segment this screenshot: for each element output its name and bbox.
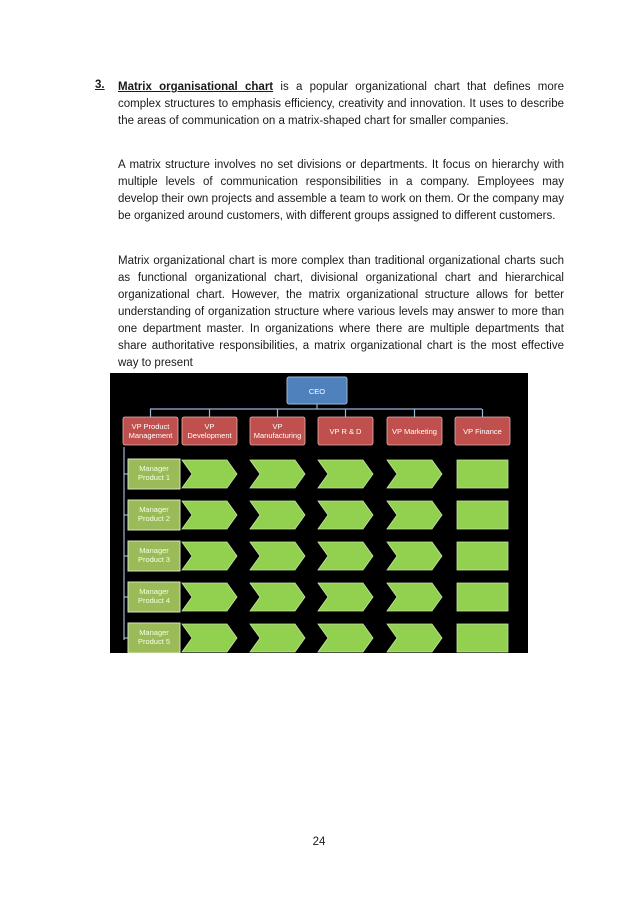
chevron-arrow-r4-c3 bbox=[250, 583, 305, 611]
manager-label-4-line2: Product 4 bbox=[137, 596, 171, 605]
chevron-arrow-r4-c2 bbox=[182, 583, 237, 611]
vp-label-3-line2: Manufacturing bbox=[253, 431, 302, 440]
paragraph-intro-text: is a popular organizational chart that defines more complex structures to emphasis efficiency, creativity and innovation. It uses to describe the areas of communication on a matrix-shaped chart for smaller companies. bbox=[118, 81, 565, 127]
vp-label-3-line1: VP bbox=[272, 422, 283, 431]
chevron-arrow-r4-c4 bbox=[318, 583, 373, 611]
paragraph-intro bbox=[118, 79, 564, 130]
chevron-arrow-r3-c5 bbox=[387, 542, 442, 570]
manager-label-2-line1: Manager bbox=[139, 505, 169, 514]
chevron-arrow-r1-c4 bbox=[318, 460, 373, 488]
chevron-arrow-r1-c3 bbox=[250, 460, 305, 488]
paragraph-structure: A matrix structure involves no set divisions or departments. It focus on hierarchy with multiple levels of communication responsibilities in a company. Employees may develop their own projects and assemble a team to work on them. Or the company may be organized around customers, with different groups assigned to different customers. bbox=[118, 159, 564, 222]
chevron-arrow-r2-c3 bbox=[250, 501, 305, 529]
chevron-arrow-r1-c2 bbox=[182, 460, 237, 488]
chevron-arrow-r5-c5 bbox=[387, 624, 442, 652]
section-number: 3. bbox=[95, 79, 105, 91]
chevron-arrow-r3-c4 bbox=[318, 542, 373, 570]
vp-label-2-line1: VP bbox=[204, 422, 215, 431]
finance-cell-2 bbox=[457, 501, 508, 529]
manager-label-4-line1: Manager bbox=[139, 587, 169, 596]
chevron-arrow-r2-c5 bbox=[387, 501, 442, 529]
manager-label-5-line1: Manager bbox=[139, 628, 169, 637]
chevron-arrow-r4-c5 bbox=[387, 583, 442, 611]
matrix-org-chart bbox=[110, 373, 528, 653]
matrix-org-chart-image bbox=[110, 373, 528, 653]
vp-label-2-line2: Development bbox=[187, 431, 232, 440]
finance-cell-5 bbox=[457, 624, 508, 652]
chevron-arrow-r1-c5 bbox=[387, 460, 442, 488]
vp-label-6: VP Finance bbox=[463, 427, 502, 436]
manager-label-2-line2: Product 2 bbox=[137, 514, 171, 523]
manager-label-3-line2: Product 3 bbox=[137, 555, 171, 564]
chevron-arrow-r5-c3 bbox=[250, 624, 305, 652]
vp-label-1-line2: Management bbox=[128, 431, 173, 440]
chevron-arrow-r5-c2 bbox=[182, 624, 237, 652]
manager-label-3-line1: Manager bbox=[139, 546, 169, 555]
ceo-label: CEO bbox=[308, 387, 326, 396]
chevron-arrow-r2-c2 bbox=[182, 501, 237, 529]
chevron-arrow-r5-c4 bbox=[318, 624, 373, 652]
vp-label-5: VP Marketing bbox=[392, 427, 437, 436]
vp-label-1-line1: VP Product bbox=[131, 422, 170, 431]
paragraph-comparison: Matrix organizational chart is more complex than traditional organizational charts such as functional organizational chart, divisional organizational chart and hierarchical organizational chart. However, the matrix organizational structure allows for better understanding of organization structure where various levels may answer to more than one department master. In organizations where there are multiple departments that share authoritative responsibilities, a matrix organizational chart is the most effective way to present bbox=[118, 255, 564, 369]
manager-label-1-line1: Manager bbox=[139, 464, 169, 473]
section-term: Matrix organisational chart bbox=[118, 81, 274, 93]
manager-label-1-line2: Product 1 bbox=[137, 473, 171, 482]
chevron-arrow-r3-c2 bbox=[182, 542, 237, 570]
chevron-arrow-r2-c4 bbox=[318, 501, 373, 529]
page-number: 24 bbox=[312, 836, 326, 848]
vp-label-4: VP R & D bbox=[329, 427, 362, 436]
finance-cell-1 bbox=[457, 460, 508, 488]
manager-label-5-line2: Product 5 bbox=[137, 637, 171, 646]
finance-cell-4 bbox=[457, 583, 508, 611]
finance-cell-3 bbox=[457, 542, 508, 570]
chevron-arrow-r3-c3 bbox=[250, 542, 305, 570]
